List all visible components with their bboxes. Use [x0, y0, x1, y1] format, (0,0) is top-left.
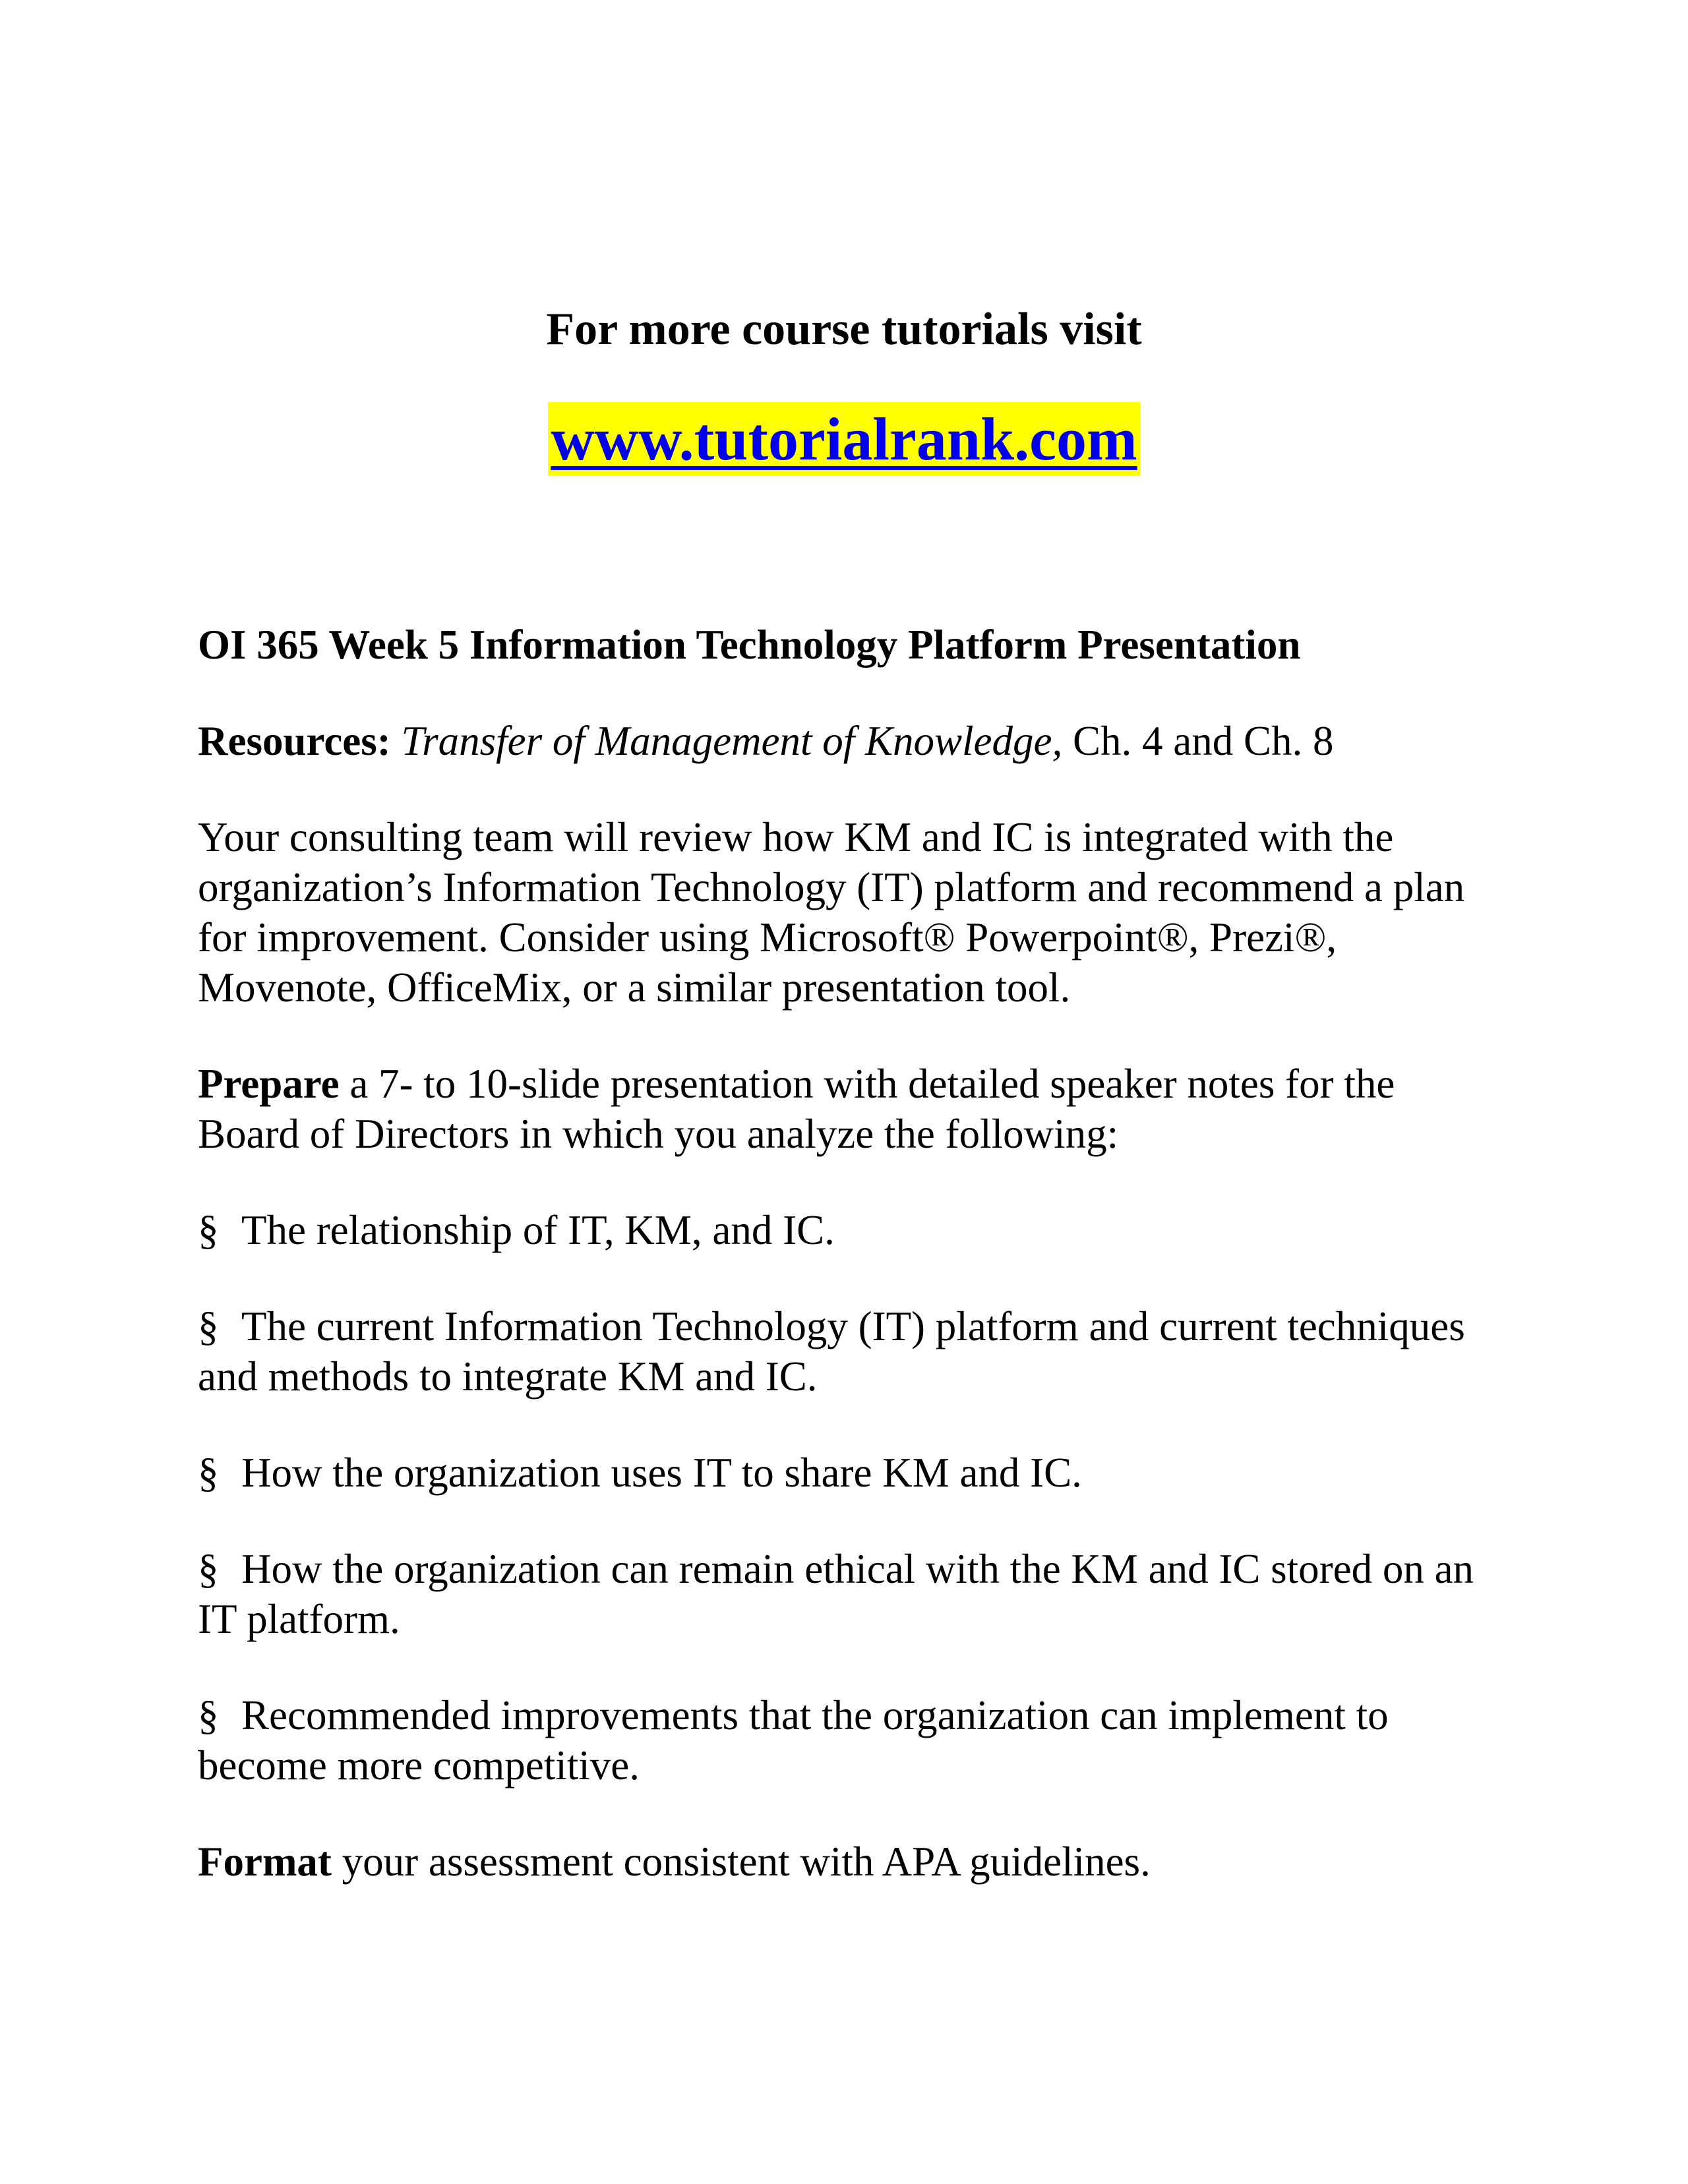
format-text: your assessment consistent with APA guidelines.: [331, 1839, 1151, 1885]
document-title: OI 365 Week 5 Information Technology Platform Presentation: [198, 622, 1301, 668]
intro-paragraph: Your consulting team will review how KM and IC is integrated with the organization’s Information Technology (IT) platform and recommend a plan for improvement. Consider using Microsoft® Powerpoint®, Prezi®, Movenote, OfficeMix, or a similar presentation tool.: [198, 814, 1465, 1011]
prepare-paragraph: [198, 1059, 1490, 1159]
bullet-text: How the organization can remain ethical with the KM and IC stored on an IT platform.: [198, 1546, 1474, 1642]
format-label: Format: [198, 1839, 332, 1885]
resources-book: Transfer of Management of Knowledge,: [401, 718, 1063, 764]
bullet-text: How the organization uses IT to share KM and IC.: [241, 1450, 1082, 1496]
format-paragraph: [198, 1837, 1490, 1887]
bullet-text: The relationship of IT, KM, and IC.: [241, 1207, 835, 1253]
section-sign-icon: §: [198, 1207, 219, 1253]
resources-line: [198, 716, 1490, 766]
site-link-line: [0, 402, 1688, 493]
bullet-item: [198, 1448, 1490, 1498]
visit-heading: For more course tutorials visit: [546, 304, 1142, 355]
bullet-item: [198, 1205, 1490, 1255]
prepare-label: Prepare: [198, 1061, 340, 1107]
resources-chapters: Ch. 4 and Ch. 8: [1062, 718, 1334, 764]
bullet-item: [198, 1690, 1490, 1790]
bullet-text: The current Information Technology (IT) platform and current techniques and methods to integrate KM and IC.: [198, 1303, 1465, 1400]
prepare-text: a 7- to 10-slide presentation with detailed speaker notes for the Board of Directors in which you analyze the following:: [198, 1061, 1395, 1157]
section-sign-icon: §: [198, 1692, 219, 1738]
bullet-text: Recommended improvements that the organization can implement to become more competitive.: [198, 1692, 1389, 1788]
bullet-item: [198, 1301, 1490, 1402]
section-sign-icon: §: [198, 1546, 219, 1592]
document-body: [198, 620, 1490, 1933]
section-sign-icon: §: [198, 1450, 219, 1496]
resources-label: Resources:: [198, 718, 391, 764]
section-sign-icon: §: [198, 1303, 219, 1349]
bullet-item: [198, 1544, 1490, 1644]
site-link[interactable]: www.tutorialrank.com: [548, 402, 1139, 476]
